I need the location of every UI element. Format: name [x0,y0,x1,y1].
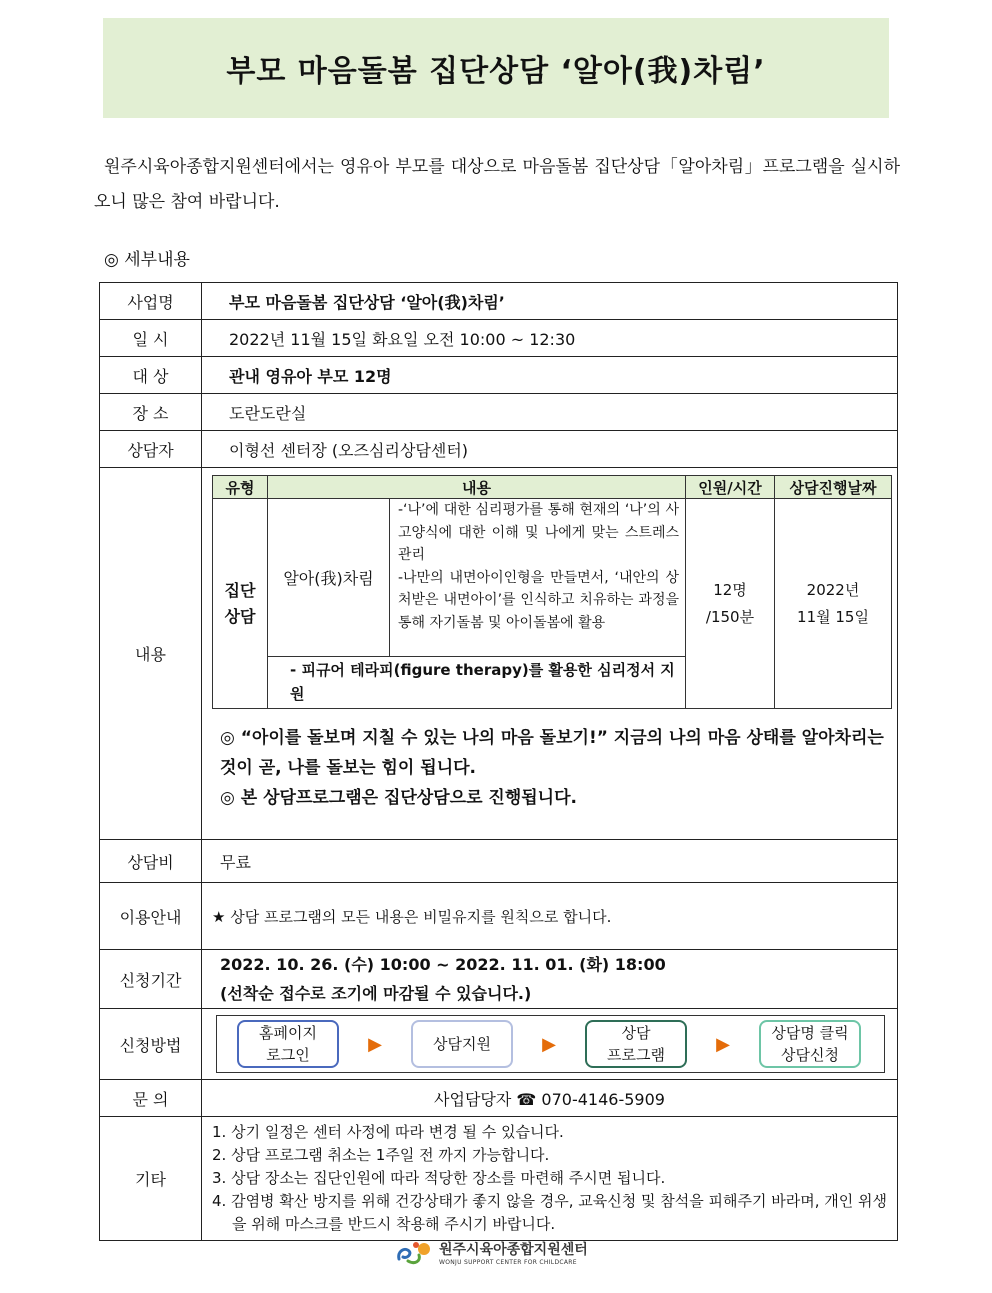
row-fee [100,840,898,883]
header-people-time: 인원/시간 [686,476,775,499]
note-2: ◎ 본 상담프로그램은 집단상담으로 진행됩니다. [220,788,577,808]
label-guide: 이용안내 [100,883,202,950]
label-date: 일 시 [100,320,202,357]
cell-type: 집단 상담 [213,499,268,709]
details-table [99,282,898,1241]
misc-item: 2. 상담 프로그램 취소는 1주일 전 까지 가능합니다. [212,1146,550,1164]
misc-item: 4. 감염병 확산 방지를 위해 건강상태가 좋지 않을 경우, 교육신청 및 참석을 피해주기 바라며, 개인 위생을 위해 마스크를 반드시 착용해 주시기 바랍니다. [212,1192,887,1233]
row-period [100,950,898,1009]
row-counselor [100,431,898,468]
section-heading: ◎ 세부내용 [104,250,190,270]
label-place: 장 소 [100,394,202,431]
header-type: 유형 [213,476,268,499]
row-program [100,283,898,320]
value-inquiry: 사업담당자 ☎ 070-4146-5909 [202,1080,898,1117]
label-fee: 상담비 [100,840,202,883]
note-1: ◎ “아이를 돌보며 지칠 수 있는 나의 마음 돌보기!” 지금의 나의 마음 상태를 알아차리는 것이 곧, 나를 돌보는 힘이 됩니다. [220,728,884,778]
row-target [100,357,898,394]
step-apply[interactable]: 상담명 클릭 상담신청 [759,1020,861,1068]
step-counseling-support[interactable]: 상담지원 [411,1020,513,1068]
row-guide [100,883,898,950]
title-banner [103,18,889,118]
content-notes [202,709,897,839]
cell-program-name: 알아(我)차림 [268,499,390,657]
row-content [100,468,898,840]
misc-list [202,1117,897,1240]
footer-name: 원주시육아종합지원센터 [439,1241,588,1258]
header-content: 내용 [268,476,686,499]
row-date [100,320,898,357]
value-date: 2022년 11월 15일 화요일 오전 10:00 ~ 12:30 [202,320,898,357]
cell-people-time: 12명 /150분 [686,499,775,709]
footer-subtitle: WONJU SUPPORT CENTER FOR CHILDCARE [439,1258,577,1266]
label-target: 대 상 [100,357,202,394]
arrow-right-icon: ▶ [542,1033,556,1055]
label-content: 내용 [100,468,202,840]
period-note: (선착순 접수로 조기에 마감될 수 있습니다.) [220,984,532,1003]
label-method: 신청방법 [100,1009,202,1080]
value-period [202,950,898,1009]
value-target: 관내 영유아 부모 12명 [202,357,898,394]
value-misc [202,1117,898,1241]
value-place: 도란도란실 [202,394,898,431]
cell-extra: - 피규어 테라피(figure therapy)를 활용한 심리정서 지원 [268,657,686,709]
value-counselor: 이형선 센터장 (오즈심리상담센터) [202,431,898,468]
cell-session-date: 2022년 11월 15일 [775,499,892,709]
label-counselor: 상담자 [100,431,202,468]
arrow-right-icon: ▶ [716,1033,730,1055]
label-period: 신청기간 [100,950,202,1009]
row-place [100,394,898,431]
value-fee: 무료 [202,840,898,883]
step-counseling-program[interactable]: 상담 프로그램 [585,1020,687,1068]
intro-text: 원주시육아종합지원센터에서는 영유아 부모를 대상으로 마음돌봄 집단상담「알아차림」프로그램을 실시하오니 많은 참여 바랍니다. [94,157,900,212]
footer-logo [395,1237,588,1269]
value-content [202,468,898,840]
period-dates: 2022. 10. 26. (수) 10:00 ~ 2022. 11. 01. (화) 18:00 [220,955,666,974]
label-misc: 기타 [100,1117,202,1241]
value-guide: ★ 상담 프로그램의 모든 내용은 비밀유지를 원칙으로 합니다. [202,883,898,950]
arrow-right-icon: ▶ [368,1033,382,1055]
value-method [202,1009,898,1080]
misc-item: 1. 상기 일정은 센터 사정에 따라 변경 될 수 있습니다. [212,1123,564,1141]
step-homepage-login[interactable]: 홈페이지 로그인 [237,1020,339,1068]
application-flow [216,1015,885,1073]
value-program: 부모 마음돌봄 집단상담 ‘알아(我)차림’ [202,283,898,320]
page-title: 부모 마음돌봄 집단상담 ‘알아(我)차림’ [226,54,766,89]
row-inquiry [100,1080,898,1117]
misc-item: 3. 상담 장소는 집단인원에 따라 적당한 장소를 마련해 주시면 됩니다. [212,1169,666,1187]
label-inquiry: 문 의 [100,1080,202,1117]
cell-description: -‘나’에 대한 심리평가를 통해 현재의 ‘나’의 사고양식에 대한 이해 및 나에게 맞는 스트레스 관리 -나만의 내면아이인형을 만들면서, ‘내안의 상처받은 내면아이’를 인식하고 치유하는 과정을 통해 자기돌봄 및 아이돌봄에 활용 [390,499,686,657]
center-logo-icon [395,1237,435,1269]
label-program: 사업명 [100,283,202,320]
row-method [100,1009,898,1080]
row-misc [100,1117,898,1241]
header-session-date: 상담진행날짜 [775,476,892,499]
program-table [212,475,892,709]
